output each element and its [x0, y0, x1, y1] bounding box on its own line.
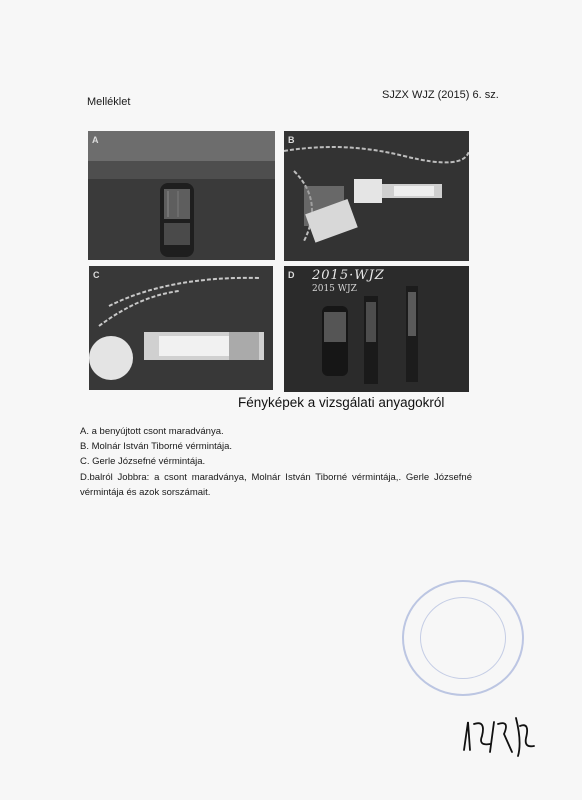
photo-a-image	[88, 131, 275, 260]
official-stamp-inner-ring	[420, 597, 506, 679]
legend-item-c: C. Gerle Józsefné vérmintája.	[80, 456, 206, 468]
photo-b-blood-sample	[284, 131, 469, 261]
legend-list	[80, 424, 472, 500]
photo-b-image	[284, 131, 469, 261]
photo-d-all-samples	[284, 266, 469, 392]
handwritten-signature	[460, 712, 540, 762]
photo-c-label: C	[93, 270, 100, 280]
legend-item-a: A. a benyújtott csont maradványa.	[80, 426, 224, 437]
document-reference: SJZX WJZ (2015) 6. sz.	[382, 89, 499, 101]
photo-d-label: D	[288, 270, 295, 280]
legend-item-d: D.balról Jobbra: a csont maradványa, Molnár István Tiborné vérmintája,. Gerle Józsefné vérmintája és azok sorszámait.	[80, 471, 472, 498]
photo-a-bone-remnant	[88, 131, 275, 260]
photo-caption: Fényképek a vizsgálati anyagokról	[238, 395, 445, 410]
photo-a-label: A	[92, 135, 99, 145]
legend-item-b: B. Molnár István Tiborné vérmintája.	[80, 441, 233, 453]
photo-c-blood-sample	[89, 266, 273, 390]
photo-d-handwritten-number: 2015·WJZ	[312, 268, 385, 283]
photo-b-label: B	[288, 135, 295, 145]
photo-d-handwritten-number-2: 2015 WJZ	[312, 284, 357, 294]
annex-label: Melléklet	[87, 96, 131, 108]
official-stamp	[402, 580, 524, 696]
photo-c-image	[89, 266, 273, 390]
